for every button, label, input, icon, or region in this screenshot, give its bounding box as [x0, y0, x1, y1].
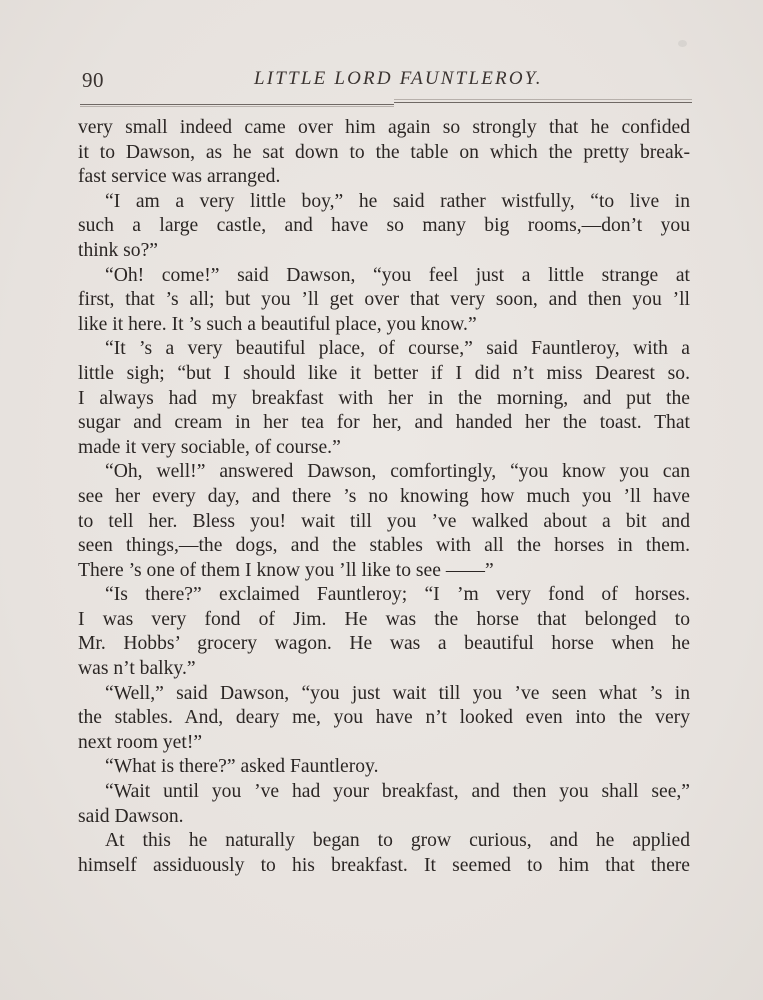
text-line: “Oh, well!” answered Dawson, comfortingly, “you know you can: [105, 461, 690, 483]
text-line: fast service was arranged.: [78, 166, 281, 188]
text-line: “Wait until you ’ve had your breakfast, and then you shall see,”: [105, 781, 690, 803]
text-line: think so?”: [78, 239, 158, 261]
text-line: “I am a very little boy,” he said rather wistfully, “to live in: [105, 190, 690, 212]
text-line: was n’t balky.”: [78, 658, 196, 680]
text-line: “It ’s a very beautiful place, of course,” said Fauntleroy, with a: [105, 338, 690, 360]
text-line: himself assiduously to his breakfast. It seemed to him that there: [78, 854, 690, 876]
text-line: very small indeed came over him again so strongly that he confided: [78, 117, 690, 138]
header-rule-right: [394, 102, 692, 103]
text-line: “Is there?” exclaimed Fauntleroy; “I ’m very fond of horses.: [105, 584, 690, 606]
text-line: such a large castle, and have so many big rooms,—don’t you: [78, 215, 690, 237]
text-line: to tell her. Bless you! wait till you ’ve walked about a bit and: [78, 510, 690, 532]
text-line: made it very sociable, of course.”: [78, 436, 341, 458]
text-line: next room yet!”: [78, 731, 203, 753]
header-rule-left-faint: [80, 106, 394, 107]
text-line: little sigh; “but I should like it better if I did n’t miss Dearest so.: [78, 362, 690, 384]
text-line: sugar and cream in her tea for her, and handed her the toast. That: [78, 412, 690, 434]
text-line: Mr. Hobbs’ grocery wagon. He was a beautiful horse when he: [78, 633, 690, 655]
text-line: I always had my breakfast with her in the morning, and put the: [78, 387, 690, 409]
text-line: it to Dawson, as he sat down to the table on which the pretty break-: [78, 141, 690, 163]
text-line: “Well,” said Dawson, “you just wait till you ’ve seen what ’s in: [105, 682, 690, 704]
header-rule-right-faint: [394, 99, 692, 100]
paper-speck: [678, 40, 687, 47]
text-line: At this he naturally began to grow curious, and he applied: [105, 830, 690, 852]
text-line: see her every day, and there ’s no knowing how much you ’ll have: [78, 485, 690, 507]
text-line: the stables. And, deary me, you have n’t looked even into the very: [78, 707, 690, 729]
text-line: “Oh! come!” said Dawson, “you feel just a little strange at: [105, 264, 690, 286]
text-line: like it here. It ’s such a beautiful place, you know.”: [78, 313, 477, 335]
text-line: seen things,—the dogs, and the stables with all the horses in them.: [78, 535, 690, 557]
body-text: [78, 116, 690, 878]
running-title: LITTLE LORD FAUNTLEROY.: [254, 68, 543, 89]
text-line: “What is there?” asked Fauntleroy.: [105, 756, 379, 778]
text-line: I was very fond of Jim. He was the horse that belonged to: [78, 608, 690, 630]
text-line: said Dawson.: [78, 805, 184, 827]
page-number: 90: [82, 68, 104, 92]
text-line: There ’s one of them I know you ’ll like to see ——”: [78, 559, 494, 581]
text-line: first, that ’s all; but you ’ll get over that very soon, and then you ’ll: [78, 289, 690, 311]
header-rule-left: [80, 104, 394, 105]
